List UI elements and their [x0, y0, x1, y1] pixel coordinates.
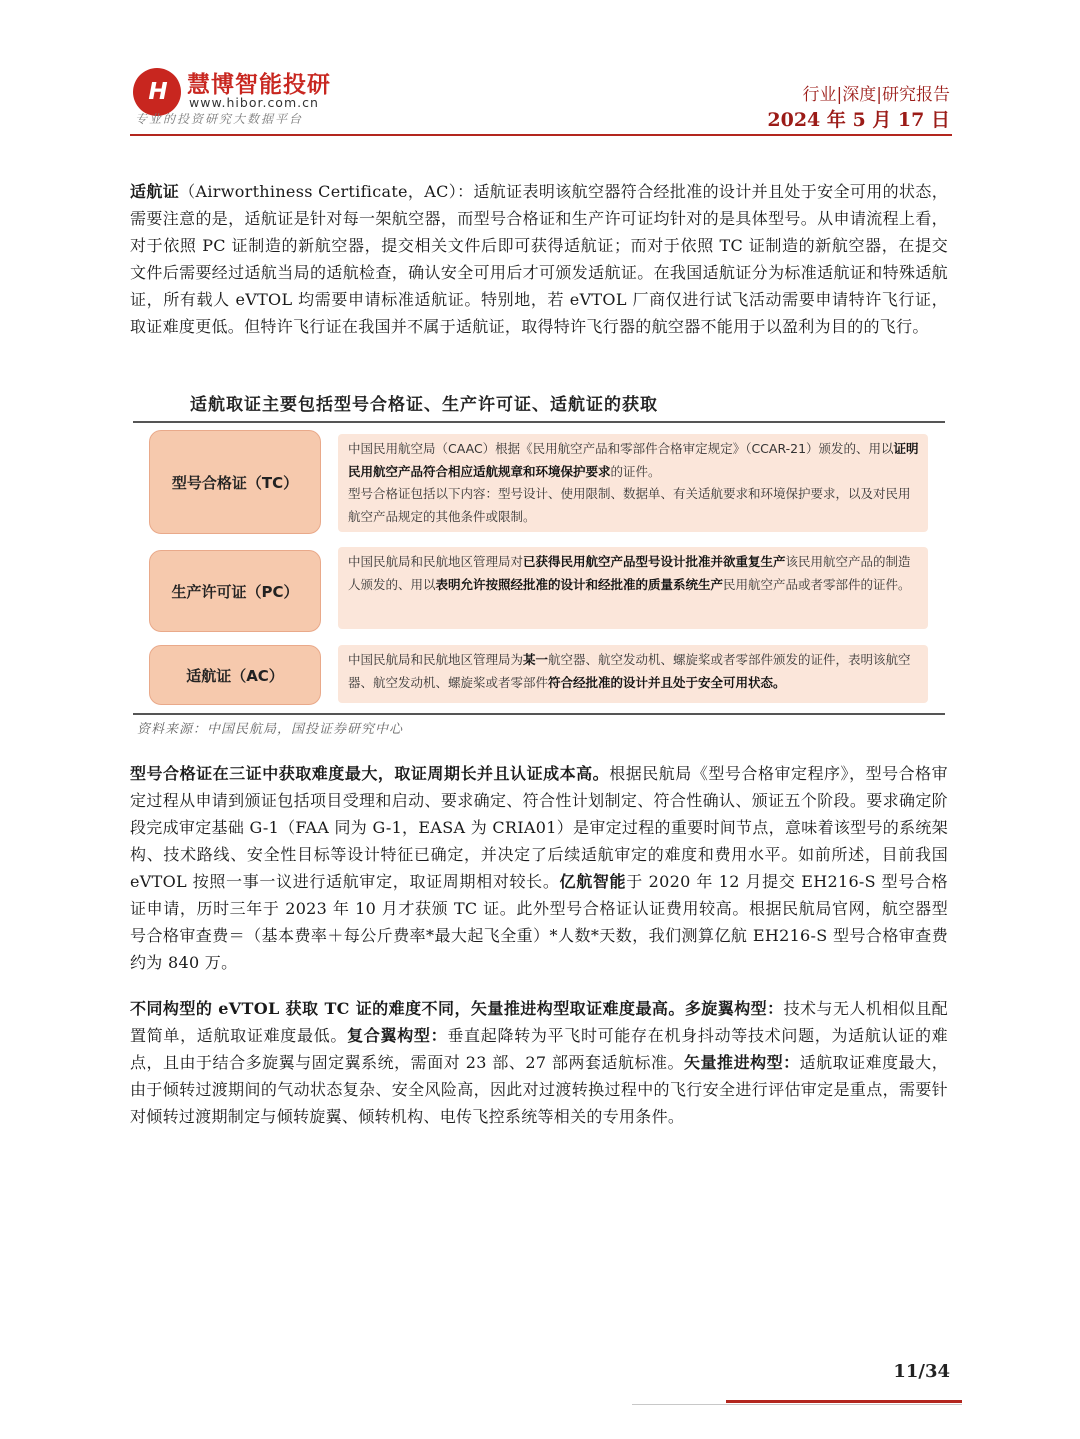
paragraph-airworthiness-certificate — [130, 178, 948, 340]
tc-desc-bold: 证明民用航空产品符合相应适航规章和环境保护要求 — [348, 441, 919, 479]
ac-desc-bold-2: 符合经批准的设计并且处于安全可用状态。 — [548, 674, 786, 690]
tc-label: 型号合格证（TC） — [171, 473, 299, 492]
pc-label: 生产许可证（PC） — [171, 582, 299, 601]
pc-label-box — [149, 550, 321, 632]
figure-source: 资料来源：中国民航局，国投证券研究中心 — [137, 722, 404, 737]
ac-desc-text-2: 航空器、航空发动机、螺旋桨或者零部件颁发的证件，表明该航空器、航空发动机、螺旋桨或者零部件 — [348, 652, 911, 690]
tc-description — [338, 434, 928, 532]
para1-lead: 适航证 — [130, 182, 180, 201]
ac-label-box — [149, 645, 321, 705]
para2-lead: 型号合格证在三证中获取难度最大，取证周期长并且认证成本高。 — [130, 764, 610, 783]
hibor-logo[interactable] — [133, 66, 333, 130]
para1-text: （Airworthiness Certificate，AC）：适航证表明该航空器符合经批准的设计并且处于安全可用的状态，需要注意的是，适航证是针对每一架航空器，而型号合格证和生产许可证均针对的是具体型号。从申请流程上看，对于依照 PC 证制造的新航空器，提交相关文件后即可获得适航证；而对于依照 TC 证制造的新航空器，在提交文件后需要经过适航当局的适航检查，确认安全可用后才可颁发适航证。在我国适航证分为标准适航证和特殊适航证，所有载人 eVTOL 均需要申请标准适航证。特别地，若 eVTOL 厂商仅进行试飞活动需要申请特许飞行证，取证难度更低。但特许飞行证在我国并不属于适航证，取得特许飞行器的航空器不能用于以盈利为目的的飞行。 — [130, 182, 948, 336]
header-divider — [130, 134, 952, 136]
pc-desc-bold-2: 表明允许按照经批准的设计和经批准的质量系统生产 — [435, 576, 724, 592]
pc-desc-text-1: 中国民航局和民航地区管理局对 — [348, 554, 524, 569]
logo-url: www.hibor.com.cn — [189, 95, 319, 110]
report-category: 行业|深度|研究报告 — [802, 85, 950, 105]
hibor-logo-mark: H — [133, 68, 181, 116]
tc-desc-text-3: 型号合格证包括以下内容：型号设计、使用限制、数据单、有关适航要求和环境保护要求，以及对民用航空产品规定的其他条件或限制。 — [348, 486, 911, 524]
para3-vector-label: 矢量推进构型： — [684, 1053, 800, 1072]
pc-description — [338, 547, 928, 629]
tc-desc-text-2: 的证件。 — [610, 463, 661, 479]
logo-name: 慧博智能投研 — [187, 72, 331, 98]
page-number: 11/34 — [893, 1361, 950, 1382]
para3-lead: 不同构型的 eVTOL 获取 TC 证的难度不同，矢量推进构型取证难度最高。 — [130, 999, 685, 1018]
footer-rule-red — [726, 1400, 962, 1403]
ac-label: 适航证（AC） — [186, 666, 284, 685]
report-date: 2024 年 5 月 17 日 — [767, 109, 950, 131]
figure-bottom-rule — [133, 713, 945, 715]
pc-desc-text-3: 民用航空产品或者零部件的证件。 — [723, 576, 911, 592]
para2-text-1: 根据民航局《型号合格审定程序》，型号合格审定过程从申请到颁证包括项目受理和启动、要求确定、符合性计划制定、符合性确认、颁证五个阶段。要求确定阶段完成审定基础 G-1（FAA 同为 G-1，EASA 为 CRIA01）是审定过程的重要时间节点，意味着该型号的系统架构、技术路线、安全性目标等设计特征已确定，并决定了后续适航审定的难度和费用水平。如前所述，目前我国 eVTOL 按照一事一议进行适航审定，取证周期相对较长。 — [130, 764, 948, 891]
paragraph-evtol-configurations — [130, 995, 948, 1130]
tc-label-box — [149, 430, 321, 534]
ac-desc-bold-1: 某一 — [523, 652, 549, 667]
tc-desc-text-1: 中国民用航空局（CAAC）根据《民用航空产品和零部件合格审定规定》（CCAR-21）颁发的、用以 — [348, 441, 894, 456]
para3-multirotor-text: 技术与无人机相似且配置简单，适航取证难度最低。 — [130, 999, 948, 1045]
para3-vector-text: 适航取证难度最大，由于倾转过渡期间的气动状态复杂、安全风险高，因此对过渡转换过程中的飞行安全进行评估审定是重点，需要针对倾转过渡期制定与倾转旋翼、倾转机构、电传飞控系统等相关的专用条件。 — [130, 1053, 948, 1126]
paragraph-type-certificate — [130, 760, 948, 976]
pc-desc-bold-1: 已获得民用航空产品型号设计批准并欲重复生产 — [523, 554, 786, 569]
para2-text-2: 于 2020 年 12 月提交 EH216-S 型号合格证申请，历时三年于 2023 年 10 月才获颁 TC 证。此外型号合格证认证费用较高。根据民航局官网，航空器型号合格审查费＝（基本费率＋每公斤费率*最大起飞全重）*人数*天数，我们测算亿航 EH216-S 型号合格审查费约为 840 万。 — [130, 872, 948, 972]
para2-ehang: 亿航智能 — [559, 872, 627, 891]
logo-slogan: 专业的投资研究大数据平台 — [135, 112, 304, 126]
pc-desc-text-2: 该民用航空产品的制造人颁发的、用以 — [348, 554, 911, 592]
para3-compound-label: 复合翼构型： — [347, 1026, 448, 1045]
para3-compound-text: 垂直起降转为平飞时可能存在机身抖动等技术问题，为适航认证的难点，且由于结合多旋翼与固定翼系统，需面对 23 部、27 部两套适航标准。 — [130, 1026, 948, 1072]
para3-multirotor-label: 多旋翼构型： — [684, 999, 784, 1018]
ac-desc-text-1: 中国民航局和民航地区管理局为 — [348, 652, 524, 667]
ac-description — [338, 645, 928, 703]
footer-rule-grey — [632, 1404, 962, 1405]
figure-title: 适航取证主要包括型号合格证、生产许可证、适航证的获取 — [190, 395, 658, 415]
figure-top-rule — [133, 421, 945, 423]
